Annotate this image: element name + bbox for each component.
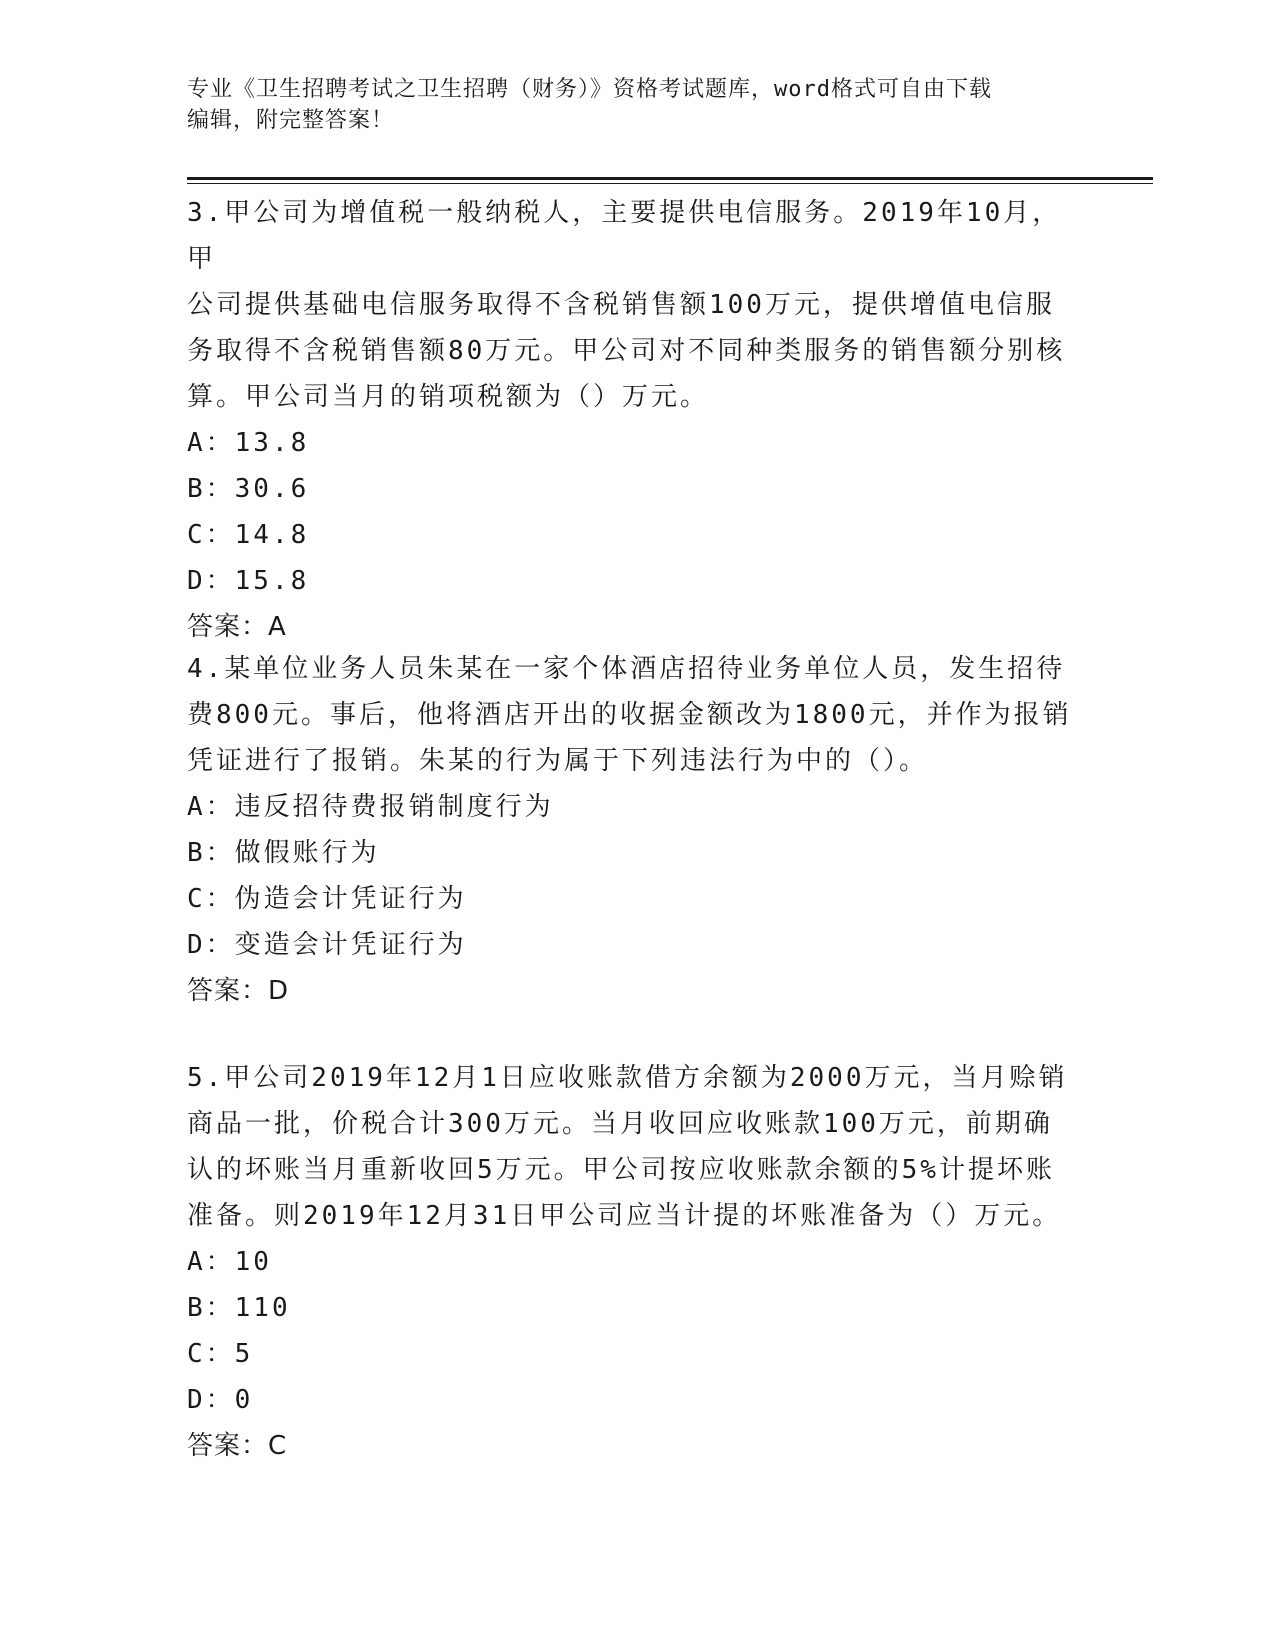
option-b: B：110 — [187, 1293, 291, 1323]
stem-line: 凭证进行了报销。朱某的行为属于下列违法行为中的（）。 — [187, 746, 929, 776]
answer-label: 答案：D — [187, 976, 290, 1006]
stem-line: 务取得不含税销售额80万元。甲公司对不同种类服务的销售额分别核 — [187, 336, 1066, 366]
option-d: D：15.8 — [187, 566, 310, 596]
option-a: A：13.8 — [187, 428, 310, 458]
answer-label: 答案：C — [187, 1431, 288, 1461]
header-divider-thick — [187, 177, 1153, 180]
header-divider-thin — [187, 183, 1153, 184]
stem-line: 准备。则2019年12月31日甲公司应当计提的坏账准备为（）万元。 — [187, 1201, 1062, 1231]
question-stem — [187, 190, 1087, 420]
answer-label: 答案：A — [187, 612, 287, 642]
option-b: B：做假账行为 — [187, 838, 380, 868]
stem-line: 4.某单位业务人员朱某在一家个体酒店招待业务单位人员，发生招待 — [187, 654, 1066, 684]
option-c: C：14.8 — [187, 520, 310, 550]
option-a: A：违反招待费报销制度行为 — [187, 792, 554, 822]
question-stem — [187, 646, 1087, 784]
option-d: D：变造会计凭证行为 — [187, 930, 467, 960]
stem-line: 商品一批，价税合计300万元。当月收回应收账款100万元，前期确 — [187, 1109, 1053, 1139]
stem-line: 认的坏账当月重新收回5万元。甲公司按应收账款余额的5%计提坏账 — [187, 1155, 1055, 1185]
question-4 — [187, 646, 1087, 1014]
option-d: D：0 — [187, 1385, 254, 1415]
stem-line: 5.甲公司2019年12月1日应收账款借方余额为2000万元，当月赊销 — [187, 1063, 1068, 1093]
option-a: A：10 — [187, 1247, 272, 1277]
question-3 — [187, 190, 1087, 650]
stem-line: 费800元。事后，他将酒店开出的收据金额改为1800元，并作为报销 — [187, 700, 1072, 730]
option-c: C：伪造会计凭证行为 — [187, 884, 467, 914]
stem-line: 公司提供基础电信服务取得不含税销售额100万元，提供增值电信服 — [187, 290, 1055, 320]
option-c: C：5 — [187, 1339, 254, 1369]
stem-line: 算。甲公司当月的销项税额为（）万元。 — [187, 382, 710, 412]
stem-line: 3.甲公司为增值税一般纳税人，主要提供电信服务。2019年10月，甲 — [187, 198, 1062, 274]
question-stem — [187, 1055, 1087, 1239]
header-line-1: 专业《卫生招聘考试之卫生招聘（财务）》资格考试题库，word格式可自由下载 — [187, 77, 992, 102]
question-5 — [187, 1055, 1087, 1469]
header-line-2: 编辑，附完整答案！ — [187, 108, 395, 133]
option-b: B：30.6 — [187, 474, 310, 504]
document-header — [187, 74, 1077, 136]
